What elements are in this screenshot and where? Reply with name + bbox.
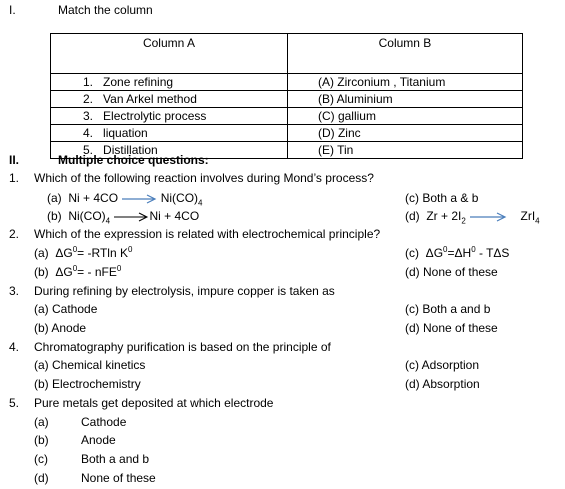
table-row bbox=[51, 108, 523, 125]
column-b-header: Column B bbox=[287, 34, 522, 74]
question-text: Pure metals get deposited at which electrode bbox=[34, 396, 274, 410]
row-num: 3. bbox=[83, 108, 94, 123]
row-col-b: (B) Aluminium bbox=[287, 91, 522, 108]
section2-numeral: II. bbox=[9, 153, 20, 167]
question-text: Which of the expression is related with electrochemical principle? bbox=[34, 227, 381, 241]
option-c: (c) Both a and b bbox=[405, 302, 491, 316]
option-c: (c) Both a & b bbox=[405, 191, 479, 205]
option-d: (d) $Zr + 2I_2$ ZrI$_4$ bbox=[405, 209, 540, 226]
row-col-b: (A) Zirconium , Titanium bbox=[287, 74, 522, 91]
row-num: 2. bbox=[83, 91, 94, 106]
option-b: (b) $\Delta G^0= - nFE^0$ bbox=[34, 264, 122, 279]
row-col-b: (C) gallium bbox=[287, 108, 522, 125]
option-c: (c) $\Delta G^0=\Delta H^0 - T\Delta S$ bbox=[405, 245, 510, 260]
row-col-a: Van Arkel method bbox=[103, 91, 197, 106]
option-text: Cathode bbox=[81, 415, 127, 429]
option-label: (b) bbox=[34, 433, 49, 447]
option-b: (b) Anode bbox=[34, 321, 87, 335]
column-a-header: Column A bbox=[51, 34, 288, 74]
question-text: Which of the following reaction involves during Mond’s process? bbox=[34, 171, 374, 185]
option-a: (a) Chemical kinetics bbox=[34, 358, 146, 372]
arrow-right-icon bbox=[469, 212, 507, 222]
option-a: (a) Cathode bbox=[34, 302, 98, 316]
option-d: (d) Absorption bbox=[405, 377, 480, 391]
option-label: (d) bbox=[34, 471, 49, 485]
option-d: (d) None of these bbox=[405, 321, 498, 335]
row-num: 5. bbox=[83, 142, 94, 157]
option-text: None of these bbox=[81, 471, 156, 485]
question-number: 4. bbox=[9, 340, 20, 354]
option-text: Anode bbox=[81, 433, 116, 447]
arrow-right-icon bbox=[113, 212, 149, 222]
option-b: (b) Electrochemistry bbox=[34, 377, 141, 391]
row-col-a: Distillation bbox=[103, 142, 158, 157]
arrow-right-icon bbox=[121, 194, 157, 204]
question-number: 3. bbox=[9, 284, 20, 298]
row-num: 1. bbox=[83, 74, 94, 89]
section1-numeral: I. bbox=[9, 3, 16, 17]
table-row bbox=[51, 125, 523, 142]
row-col-b: (D) Zinc bbox=[287, 125, 522, 142]
option-label: (a) bbox=[34, 415, 49, 429]
question-number: 5. bbox=[9, 396, 20, 410]
match-table bbox=[50, 33, 523, 159]
row-col-b: (E) Tin bbox=[287, 142, 522, 159]
option-c: (c) Adsorption bbox=[405, 358, 480, 372]
option-d: (d) None of these bbox=[405, 265, 498, 279]
option-a: (a) $\Delta G^0= -RTln$ $K^0$ bbox=[34, 245, 133, 260]
section1-title: Match the column bbox=[58, 3, 153, 17]
row-num: 4. bbox=[83, 125, 94, 140]
row-col-a: Zone refining bbox=[103, 74, 174, 89]
question-number: 2. bbox=[9, 227, 20, 241]
table-row bbox=[51, 91, 523, 108]
option-a: (a) Ni + 4CO $Ni(CO)_4$ bbox=[47, 191, 203, 208]
table-row bbox=[51, 74, 523, 91]
row-col-a: Electrolytic process bbox=[103, 108, 207, 123]
option-text: Both a and b bbox=[81, 452, 150, 466]
question-text: Chromatography purification is based on the principle of bbox=[34, 340, 331, 354]
question-number: 1. bbox=[9, 171, 20, 185]
row-col-a: liquation bbox=[103, 125, 148, 140]
question-text: During refining by electrolysis, impure copper is taken as bbox=[34, 284, 335, 298]
section2-title: Multiple choice questions: bbox=[58, 153, 209, 167]
option-b: (b) $Ni(CO)_4$ Ni + 4CO bbox=[47, 209, 200, 226]
option-label: (c) bbox=[34, 452, 48, 466]
